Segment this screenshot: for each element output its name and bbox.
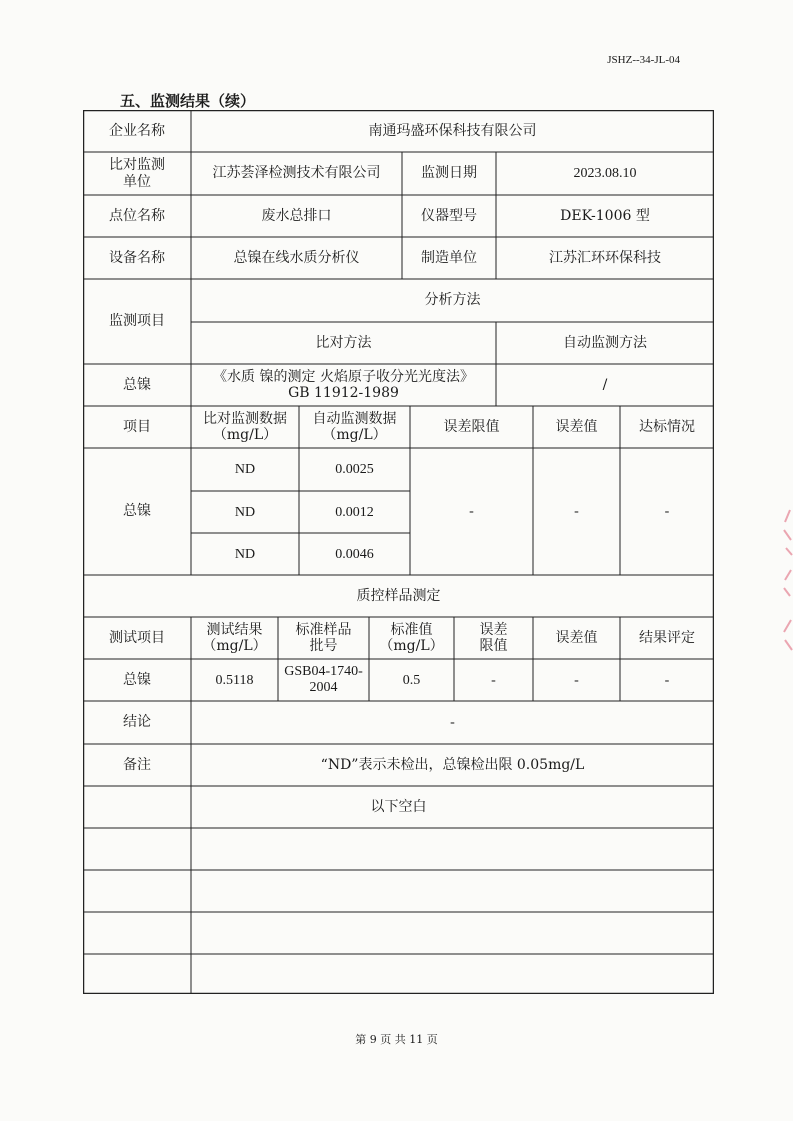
qc-eval: - xyxy=(664,672,670,688)
results-col-limit: 误差限值 xyxy=(443,418,500,435)
nickel-method-label: 总镍 xyxy=(123,376,151,393)
compare-method-value: 《水质 镍的测定 火焰原子收分光光度法》GB 11912-1989 xyxy=(213,369,474,401)
page-number: 第 9 页 共 11 页 xyxy=(355,1033,438,1046)
remark-label: 备注 xyxy=(123,756,151,773)
point-label: 点位名称 xyxy=(109,207,165,224)
results-col-auto: 自动监测数据（mg/L） xyxy=(312,411,397,443)
compare-method-label: 比对方法 xyxy=(315,334,372,351)
seal-stamp-edge xyxy=(782,500,793,660)
results-status: - xyxy=(664,504,670,519)
qc-error: - xyxy=(574,672,579,688)
model-value: DEK-1006 型 xyxy=(560,207,650,224)
document-code: JSHZ--34-JL-04 xyxy=(607,54,680,66)
qc-col-result: 测试结果（mg/L） xyxy=(202,622,267,654)
blank-note: 以下空白 xyxy=(370,798,427,815)
remark-value: “ND”表示未检出，总镍检出限 0.05mg/L xyxy=(320,756,585,773)
conclusion-value: - xyxy=(450,715,455,730)
analysis-method-label: 分析方法 xyxy=(424,292,481,308)
table-row-auto: 0.0025 xyxy=(335,462,374,477)
date-label: 监测日期 xyxy=(421,165,477,181)
point-value: 废水总排口 xyxy=(261,207,332,224)
qc-limit: - xyxy=(491,672,496,688)
results-col-status: 达标情况 xyxy=(639,418,695,435)
results-col-compare: 比对监测数据（mg/L） xyxy=(203,411,287,443)
results-error: - xyxy=(574,504,579,519)
qc-col-limit: 误差限值 xyxy=(479,622,508,654)
conclusion-label: 结论 xyxy=(123,714,151,730)
monitor-item-label: 监测项目 xyxy=(109,313,165,329)
maker-label: 制造单位 xyxy=(421,249,477,266)
table-row-auto: 0.0046 xyxy=(335,546,374,562)
qc-title: 质控样品测定 xyxy=(356,587,441,604)
device-label: 设备名称 xyxy=(109,249,165,266)
compare-unit-label: 比对监测单位 xyxy=(109,156,165,190)
section-title: 五、监测结果（续） xyxy=(120,92,256,110)
qc-result: 0.5118 xyxy=(215,672,254,688)
table-row-compare: ND xyxy=(234,462,256,477)
results-col-item: 项目 xyxy=(123,418,151,435)
results-col-error: 误差值 xyxy=(555,418,598,435)
device-value: 总镍在线水质分析仪 xyxy=(233,249,360,266)
maker-value: 江苏汇环环保科技 xyxy=(549,249,661,266)
qc-col-std: 标准值（mg/L） xyxy=(379,622,444,654)
qc-std: 0.5 xyxy=(402,672,421,688)
table-row-auto: 0.0012 xyxy=(335,504,374,520)
company-value: 南通玛盛环保科技有限公司 xyxy=(368,122,537,139)
table-row-compare: ND xyxy=(234,546,256,562)
qc-batch: GSB04-1740-2004 xyxy=(284,664,363,695)
results-item: 总镍 xyxy=(123,503,151,519)
model-label: 仪器型号 xyxy=(421,207,477,224)
auto-method-value: / xyxy=(602,376,608,393)
table-row-compare: ND xyxy=(234,504,256,520)
results-limit: - xyxy=(469,504,474,519)
qc-col-item: 测试项目 xyxy=(109,629,165,646)
qc-item: 总镍 xyxy=(123,671,151,688)
auto-method-label: 自动监测方法 xyxy=(563,334,647,351)
results-table xyxy=(83,110,714,994)
date-value: 2023.08.10 xyxy=(573,166,637,181)
qc-col-eval: 结果评定 xyxy=(639,629,695,646)
qc-col-batch: 标准样品批号 xyxy=(295,622,352,654)
compare-unit-value: 江苏荟泽检测技术有限公司 xyxy=(212,165,381,181)
company-label: 企业名称 xyxy=(109,122,165,139)
qc-col-error: 误差值 xyxy=(555,629,598,646)
